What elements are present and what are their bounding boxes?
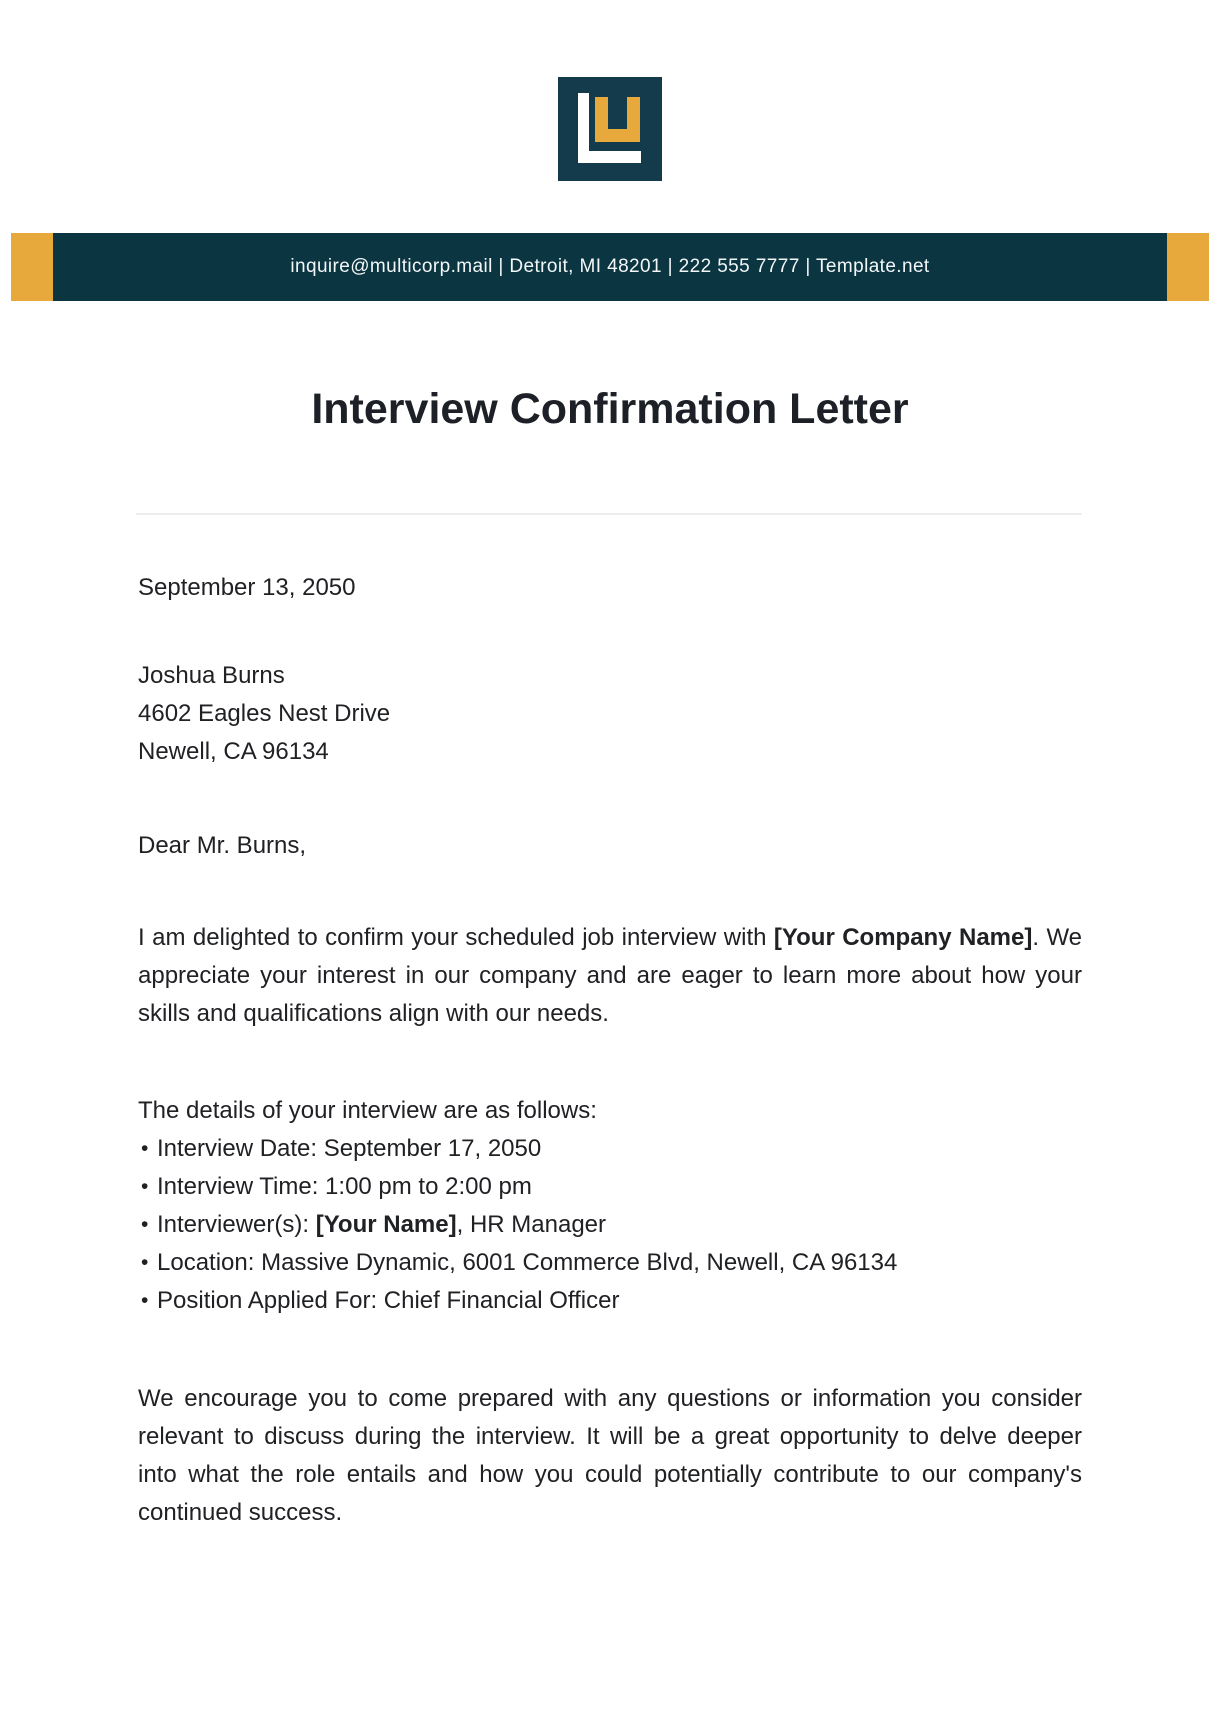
details-list (138, 1130, 1082, 1320)
contact-bar-left-accent (11, 233, 53, 301)
paragraph-line (138, 919, 1082, 957)
bullet-icon: • (141, 1175, 149, 1198)
recipient-line: Newell, CA 96134 (138, 738, 329, 765)
bullet-icon: • (141, 1213, 149, 1236)
bullet-text (157, 1244, 897, 1282)
contact-bar-main (53, 233, 1167, 301)
title-divider (136, 513, 1082, 515)
bullet-icon: • (141, 1137, 149, 1160)
paragraph-text: , HR Manager (456, 1211, 606, 1238)
paragraph-line (138, 1456, 1082, 1494)
paragraph-text: I am delighted to confirm your scheduled job interview with (138, 924, 774, 951)
contact-line: inquire@multicorp.mail | Detroit, MI 48201 | 222 555 7777 | Template.net (290, 256, 930, 277)
contact-bar-left-margin (0, 233, 11, 301)
detail-bullet-item (138, 1130, 1082, 1168)
paragraph-line (138, 1418, 1082, 1456)
detail-bullet-item (138, 1206, 1082, 1244)
closing-paragraph (138, 1380, 1082, 1532)
page-title: Interview Confirmation Letter (311, 385, 909, 433)
paragraph-line (138, 1380, 1082, 1418)
paragraph-line (138, 957, 1082, 995)
paragraph-text: Interview Date: September 17, 2050 (157, 1135, 542, 1162)
paragraph-text: relevant to discuss during the interview. It will be a great opportunity to delve deeper (138, 1423, 1082, 1450)
recipient-line: 4602 Eagles Nest Drive (138, 700, 391, 727)
bullet-text (157, 1168, 532, 1206)
detail-bullet-item (138, 1168, 1082, 1206)
bullet-icon: • (141, 1251, 149, 1274)
paragraph-text: Interviewer(s): (157, 1211, 316, 1238)
intro-paragraph (138, 919, 1082, 1033)
placeholder-text: [Your Company Name] (773, 924, 1033, 951)
recipient-block (138, 657, 1082, 771)
bullet-text (157, 1130, 541, 1168)
bullet-icon: • (141, 1289, 149, 1312)
company-logo-icon (558, 77, 662, 181)
paragraph-text: We encourage you to come prepared with any questions or information you consider (138, 1385, 1082, 1412)
salutation: Dear Mr. Burns, (138, 832, 307, 859)
contact-bar-right-accent (1167, 233, 1209, 301)
letter-date: September 13, 2050 (138, 574, 356, 601)
bullet-text (157, 1206, 606, 1244)
paragraph-text: . We (1032, 924, 1083, 951)
letter-body (0, 569, 1220, 1532)
details-intro: The details of your interview are as follows: (138, 1097, 597, 1124)
paragraph-line (138, 995, 1082, 1033)
paragraph-text: Location: Massive Dynamic, 6001 Commerce Blvd, Newell, CA 96134 (157, 1249, 898, 1276)
logo-letter-l-horizontal (578, 151, 641, 163)
contact-bar (0, 233, 1220, 301)
paragraph-text: skills and qualifications align with our needs. (138, 1000, 609, 1027)
detail-bullet-item (138, 1244, 1082, 1282)
paragraph-text: Interview Time: 1:00 pm to 2:00 pm (157, 1173, 532, 1200)
paragraph-text: continued success. (138, 1499, 343, 1526)
paragraph-text: appreciate your interest in our company and are eager to learn more about how your (138, 962, 1082, 989)
paragraph-text: Position Applied For: Chief Financial Officer (157, 1287, 620, 1314)
recipient-line: Joshua Burns (138, 662, 285, 689)
paragraph-text: into what the role entails and how you could potentially contribute to our company's (138, 1461, 1082, 1488)
placeholder-text: [Your Name] (315, 1211, 457, 1238)
detail-bullet-item (138, 1282, 1082, 1320)
paragraph-line (138, 1494, 1082, 1532)
bullet-text (157, 1282, 619, 1320)
logo-container (0, 0, 1220, 181)
contact-bar-right-margin (1209, 233, 1220, 301)
